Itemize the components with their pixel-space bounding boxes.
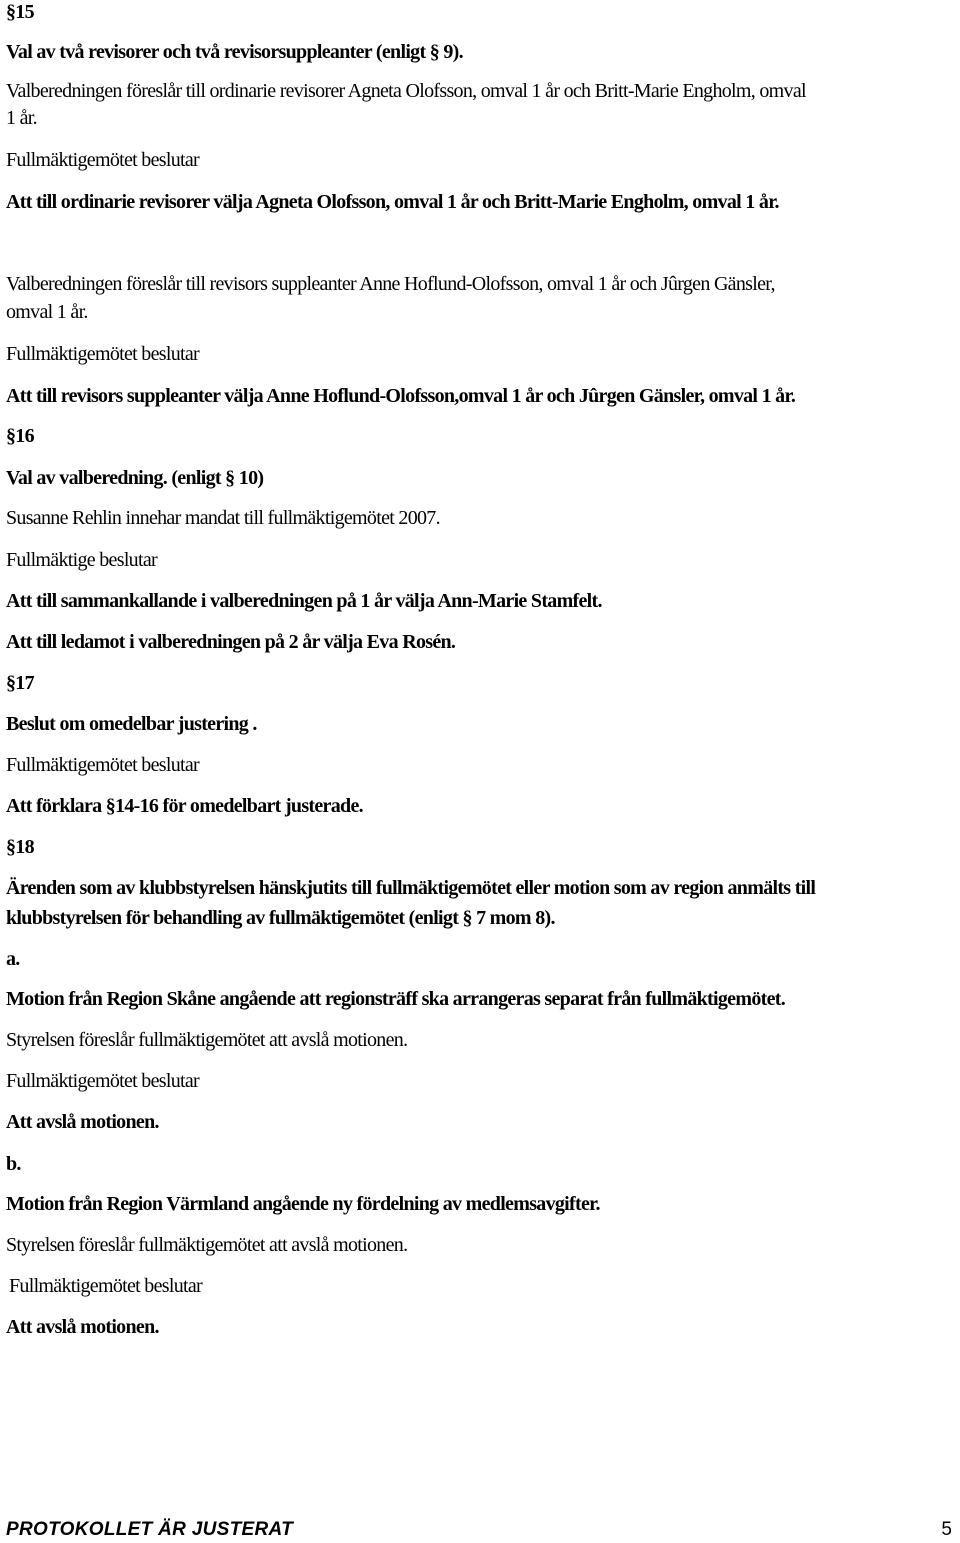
board-proposal: Styrelsen föreslår fullmäktigemötet att avslå motionen.	[6, 1029, 408, 1051]
section-heading-18: §18	[6, 836, 34, 858]
decision-text: Att avslå motionen.	[6, 1111, 159, 1133]
section-heading-17: §17	[6, 672, 34, 694]
decision-text: Att till ordinarie revisorer välja Agneta Olofsson, omval 1 år och Britt-Marie Engholm, omval 1 år.	[6, 191, 779, 213]
section-title: Val av valberedning. (enligt § 10)	[6, 467, 264, 489]
motion-title: Motion från Region Värmland angående ny fördelning av medlemsavgifter.	[6, 1193, 600, 1215]
page-number: 5	[941, 1519, 952, 1540]
section-title: Ärenden som av klubbstyrelsen hänskjutits till fullmäktigemötet eller motion som av region anmälts till	[6, 877, 816, 899]
decision-text: Att avslå motionen.	[6, 1316, 159, 1338]
board-proposal: Styrelsen föreslår fullmäktigemötet att avslå motionen.	[6, 1234, 408, 1256]
proposal-text-continued: 1 år.	[6, 107, 37, 129]
body-text: Susanne Rehlin innehar mandat till fullmäktigemötet 2007.	[6, 507, 440, 529]
decision-label: Fullmäktigemötet beslutar	[6, 1070, 200, 1092]
motion-title: Motion från Region Skåne angående att regionsträff ska arrangeras separat från fullmäktigemötet.	[6, 988, 786, 1010]
proposal-text-continued: omval 1 år.	[6, 301, 88, 323]
decision-label: Fullmäktigemötet beslutar	[6, 149, 200, 171]
decision-label: Fullmäktige beslutar	[6, 549, 157, 571]
decision-label: Fullmäktigemötet beslutar	[9, 1275, 203, 1297]
item-label-b: b.	[6, 1153, 21, 1175]
decision-text: Att till sammankallande i valberedningen på 1 år välja Ann-Marie Stamfelt.	[6, 590, 602, 612]
footer-approval-note: PROTOKOLLET ÄR JUSTERAT	[6, 1519, 293, 1540]
decision-label: Fullmäktigemötet beslutar	[6, 343, 200, 365]
decision-label: Fullmäktigemötet beslutar	[6, 754, 200, 776]
section-heading-16: §16	[6, 425, 34, 447]
item-label-a: a.	[6, 948, 20, 970]
section-title-continued: klubbstyrelsen för behandling av fullmäktigemötet (enligt § 7 mom 8).	[6, 907, 555, 929]
decision-text: Att till revisors suppleanter välja Anne Hoflund-Olofsson,omval 1 år och Jûrgen Gänsler, omval 1 år.	[6, 385, 796, 407]
section-heading-15: §15	[6, 1, 34, 23]
decision-text: Att förklara §14-16 för omedelbart justerade.	[6, 795, 363, 817]
decision-text: Att till ledamot i valberedningen på 2 år välja Eva Rosén.	[6, 631, 456, 653]
proposal-text: Valberedningen föreslår till revisors suppleanter Anne Hoflund-Olofsson, omval 1 år och Jûrgen Gänsler,	[6, 273, 775, 295]
section-title: Val av två revisorer och två revisorsuppleanter (enligt § 9).	[6, 41, 463, 63]
proposal-text: Valberedningen föreslår till ordinarie revisorer Agneta Olofsson, omval 1 år och Britt-Marie Engholm, omval	[6, 80, 806, 102]
section-title: Beslut om omedelbar justering .	[6, 713, 257, 735]
